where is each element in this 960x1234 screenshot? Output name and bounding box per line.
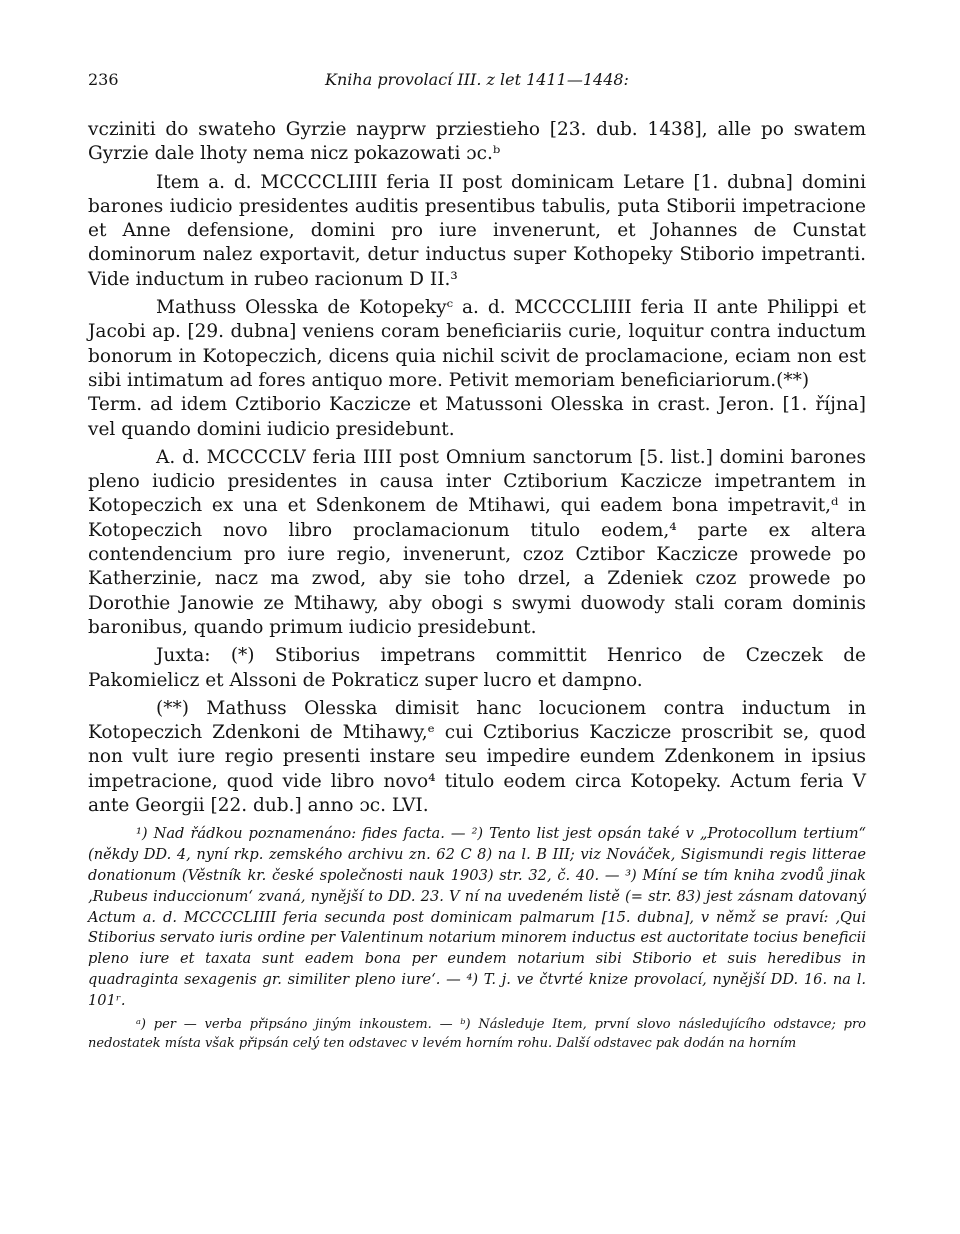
paragraph: (**) Mathuss Olesska dimisit hanc locucionem contra inductum in Kotopeczich Zdenkoni de Mtihawy,ᵉ cui Cztiborius Kaczicze proscribit se, quod non vult iure regio presenti instare seu impedire eundem Zdenkonem in ipsius impetracione, quod vide libro novo⁴ titulo eodem circa Kotopeky. Actum feria V ante Georgii [22. dub.] anno ɔc. LVI. — [88, 697, 866, 817]
page-body — [88, 118, 866, 1053]
paragraph: Juxta: (*) Stiborius impetrans committit Henrico de Czeczek de Pakomielicz et Alssoni de Pokraticz super lucro et dampno. — [88, 645, 866, 691]
page-header — [88, 70, 866, 96]
main-text — [88, 118, 866, 818]
running-title: Kniha provolací III. z let 1411—1448: — [325, 70, 629, 89]
paragraph: vcziniti do swateho Gyrzie nayprw prziestieho [23. dub. 1438], alle po swatem Gyrzie dale lhoty nema nicz pokazowati ɔc.ᵇ — [88, 119, 866, 165]
paragraph: Mathuss Olesska de Kotopekyᶜ a. d. MCCCCLIIII feria II ante Philippi et Jacobi ap. [29. dubna] veniens coram beneficiariis curie, loquitur contra inductum bonorum in Kotopeczich, dicens quia nichil scivit de proclamacione, eciam non est sibi intimatum ad fores antiquo more. Petivit memoriam beneficiariorum.(**) — [88, 297, 866, 391]
footnote-text: ᵃ) per — verba připsáno jiným inkoustem. — ᵇ) Následuje Item, první slovo následujícího odstavce; pro nedostatek místa však připsán celý ten odstavec v levém horním rohu. Další odstavec pak dodán na horním — [88, 1017, 866, 1052]
page-number: 236 — [88, 70, 119, 89]
paragraph: A. d. MCCCCLV feria IIII post Omnium sanctorum [5. list.] domini barones pleno iudicio presidentes in causa inter Cztiborium Kaczicze impetrantem in Kotopeczich ex una et Sdenkonem de Mtihawi, qui eadem bona impetravit,ᵈ in Kotopeczich novo libro proclamacionum titulo eodem,⁴ parte ex altera contendencium pro iure regio, invenerunt, czoz Cztibor Kaczicze prowede po Katherzinie, nacz ma zwod, aby sie toho drzel, a Zdeniek czoz prowede po Dorothie Janowie ze Mtihawy, aby obogi s swymi duowody stali coram dominis baronibus, quando primum iudicio presidebunt. — [88, 446, 866, 638]
paragraph: Term. ad idem Cztiborio Kaczicze et Matussoni Olesska in crast. Jeron. [1. října] vel quando domini iudicio presidebunt. — [88, 394, 866, 440]
paragraph: Item a. d. MCCCCLIIII feria II post dominicam Letare [1. dubna] domini barones iudicio presidentes auditis presentibus tabulis, puta Stiborii impetracione et Anne defensione, domini pro iure invenerunt, et Johannes de Cunstat dominorum nalez exportavit, detur inductus super Kothopeky Stiborio impetranti. Vide inductum in rubeo racionum D II.³ — [88, 171, 866, 290]
footnote-text: ¹) Nad řádkou poznamenáno: fides facta. — ²) Tento list jest opsán také v „Protocollum tertium“ (někdy DD. 4, nyní rkp. zemského archivu zn. 62 C 8) na l. B III; viz Nováček, Sigismundi regis litterae donationum (Věstník kr. české společnosti nauk 1903) str. 32, č. 40. — ³) Míní se tím kniha zvodů jinak ‚Rubeus induccionum‘ zvaná, nynější to DD. 23. V ní na uvedeném listě (= str. 83) jest zásnam datovaný Actum a. d. MCCCCLIIII feria secunda post dominicam palmarum [15. dubna], v němž se praví: ‚Qui Stiborius servato iuris ordine per Valentinum notarium minorem inductus est auctoritate tocius beneficii pleno iure et taxata sunt eadem bona per eundem notarium sibi Stiborio et suis heredibus in quadraginta sexagenis gr. similiter pleno iure‘. — ⁴) T. j. ve čtvrté knize provolací, nynější DD. 16. na l. 101ʳ. — [88, 825, 866, 1009]
numbered-footnotes — [88, 824, 866, 1011]
lettered-footnotes — [88, 1015, 866, 1053]
